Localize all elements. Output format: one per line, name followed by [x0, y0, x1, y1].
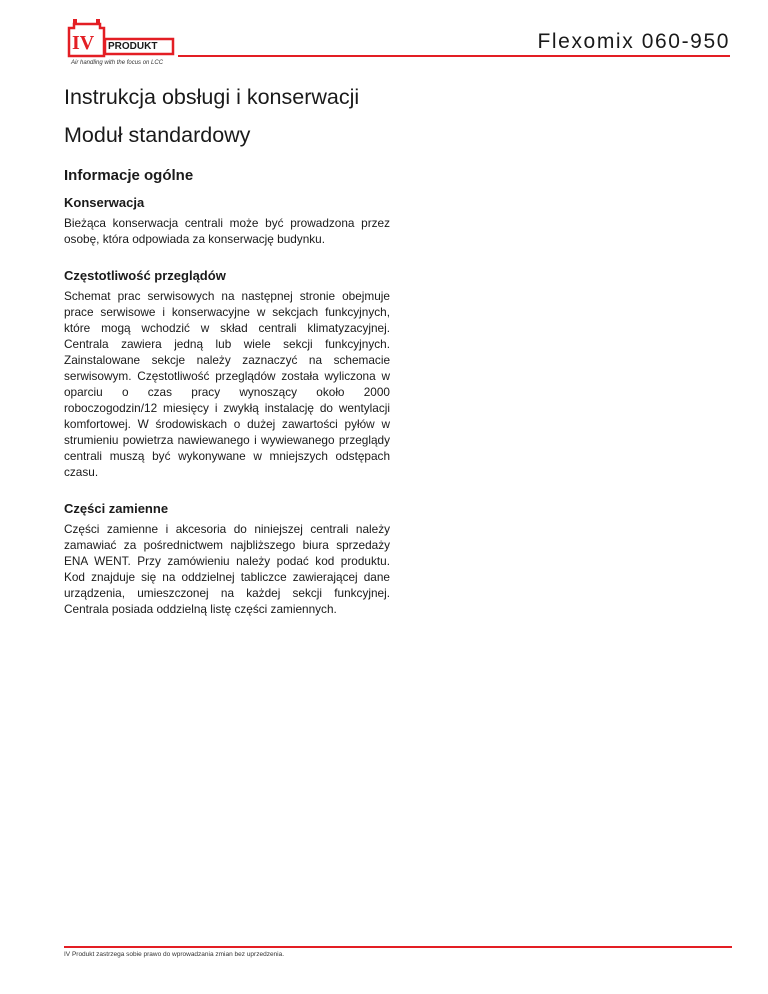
main-content	[64, 84, 390, 617]
header-divider	[178, 55, 730, 57]
svg-text:IV: IV	[72, 32, 95, 54]
subheading-spare-parts: Części zamienne	[64, 501, 169, 516]
iv-produkt-logo-icon	[66, 16, 176, 61]
subheading-maintenance: Konserwacja	[64, 195, 145, 210]
paragraph-maintenance: Bieżąca konserwacja centrali może być prowadzona przez osobę, która odpowiada za konserwację budynku.	[64, 216, 390, 246]
page-subtitle: Moduł standardowy	[64, 123, 251, 147]
footer-divider	[64, 946, 732, 948]
footer-disclaimer: IV Produkt zastrzega sobie prawo do wprowadzania zmian bez uprzedzenia.	[64, 951, 285, 958]
subheading-inspection-frequency: Częstotliwość przeglądów	[64, 268, 226, 283]
paragraph-inspection-frequency: Schemat prac serwisowych na następnej stronie obejmuje prace serwisowe i konserwacyjne w sekcjach funkcyjnych, które mogą wchodzić w skład centrali klimatyzacyjnej. Centrala zawiera jedną lub wiele sekcji funkcyjnych. Zainstalowane sekcje należy zaznaczyć na schemacie serwisowym. Częstotliwość przeglądów została wyliczona w oparciu o czas pracy wynoszący około 2000 roboczogodzin/12 miesięcy i zwykłą instalację do wentylacji komfortowej. W środowiskach o dużej zawartości pyłów w strumieniu powietrza nawiewanego i wywiewanego przeglądy centrali muszą być wykonywane w mniejszych odstępach czasu.	[64, 289, 390, 479]
paragraph-spare-parts: Części zamienne i akcesoria do niniejszej centrali należy zamawiać za pośrednictwem najbliższego biura sprzedaży ENA WENT. Przy zamówieniu należy podać kod produktu. Kod znajduje się na oddzielnej tabliczce zawierającej dane urządzenia, umieszczonej na każdej sekcji funkcyjnej. Centrala posiada oddzielną listę części zamiennych.	[64, 522, 390, 616]
section-heading-general: Informacje ogólne	[64, 167, 194, 184]
page-title: Instrukcja obsługi i konserwacji	[64, 85, 360, 109]
logo-wordmark: PRODUKT	[108, 41, 158, 52]
logo-tagline: Air handling with the focus on LCC	[71, 60, 164, 66]
company-logo	[66, 16, 176, 61]
document-title: Flexomix 060-950	[537, 30, 730, 53]
